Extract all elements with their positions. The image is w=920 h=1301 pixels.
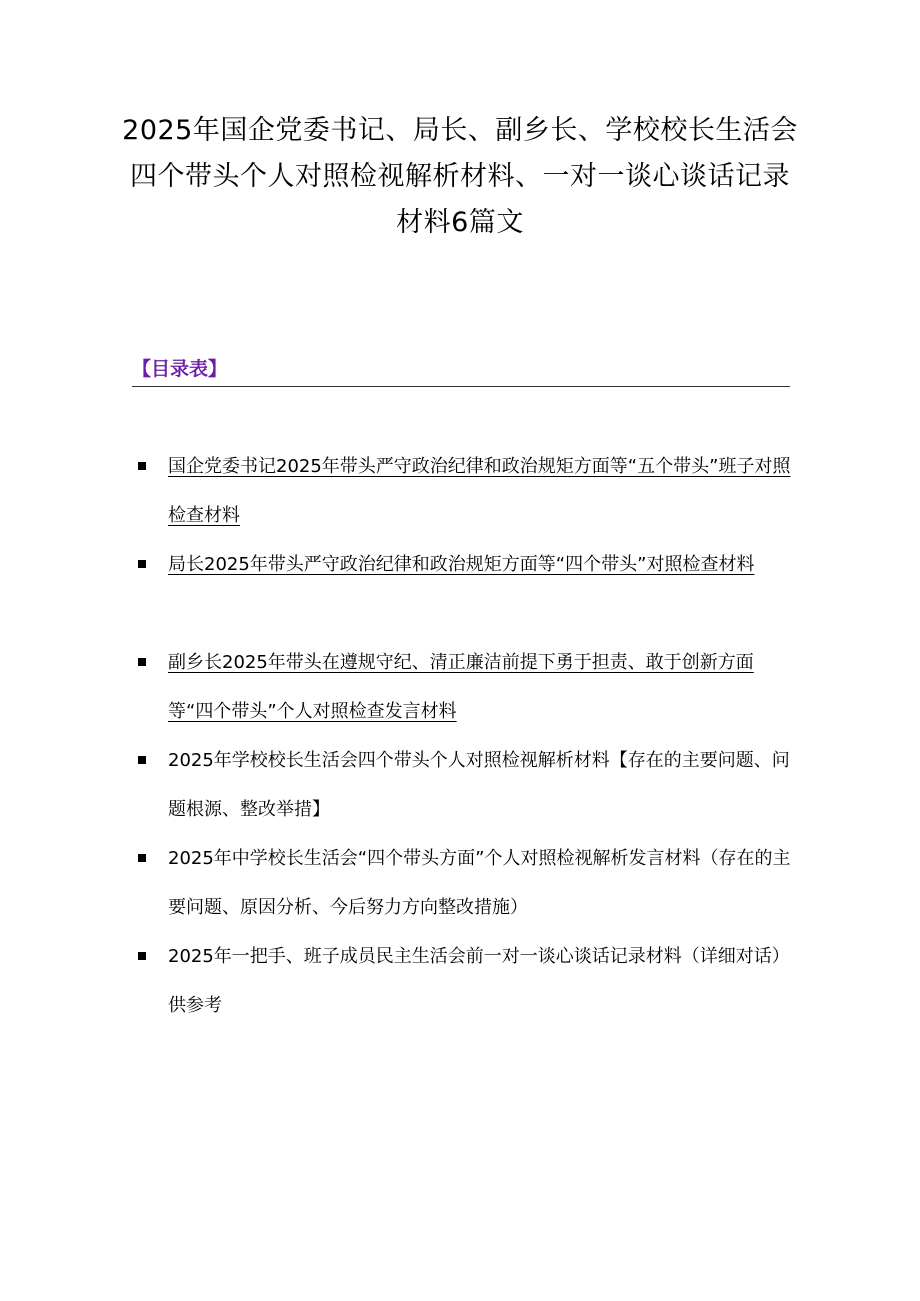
toc-item[interactable]: [132, 932, 794, 1030]
toc-link[interactable]: 2025年中学校长生活会“四个带头方面”个人对照检视解析发言材料（存在的主要问题、原因分析、今后努力方向整改措施）: [168, 848, 791, 918]
toc-item[interactable]: [132, 736, 794, 834]
square-bullet-icon: [138, 560, 146, 568]
square-bullet-icon: [138, 658, 146, 666]
toc-link[interactable]: 2025年学校校长生活会四个带头个人对照检视解析材料【存在的主要问题、问题根源、整改举措】: [168, 750, 790, 820]
toc-item[interactable]: [132, 442, 794, 540]
toc-divider: [132, 386, 790, 387]
toc-link[interactable]: 国企党委书记2025年带头严守政治纪律和政治规矩方面等“五个带头”班子对照检查材料: [168, 456, 791, 526]
toc-link[interactable]: 副乡长2025年带头在遵规守纪、清正廉洁前提下勇于担责、敢于创新方面等“四个带头”个人对照检查发言材料: [168, 652, 754, 722]
toc-list: [132, 442, 794, 1030]
toc-link[interactable]: 2025年一把手、班子成员民主生活会前一对一谈心谈话记录材料（详细对话）供参考: [168, 946, 790, 1016]
toc-item[interactable]: [132, 540, 794, 638]
square-bullet-icon: [138, 756, 146, 764]
toc-heading: 【目录表】: [132, 358, 228, 380]
toc-item[interactable]: [132, 834, 794, 932]
square-bullet-icon: [138, 854, 146, 862]
document-title: 2025年国企党委书记、局长、副乡长、学校校长生活会四个带头个人对照检视解析材料、一对一谈心谈话记录材料6篇文: [122, 115, 798, 238]
square-bullet-icon: [138, 462, 146, 470]
toc-item[interactable]: [132, 638, 794, 736]
square-bullet-icon: [138, 952, 146, 960]
toc-link[interactable]: 局长2025年带头严守政治纪律和政治规矩方面等“四个带头”对照检查材料: [168, 554, 755, 575]
